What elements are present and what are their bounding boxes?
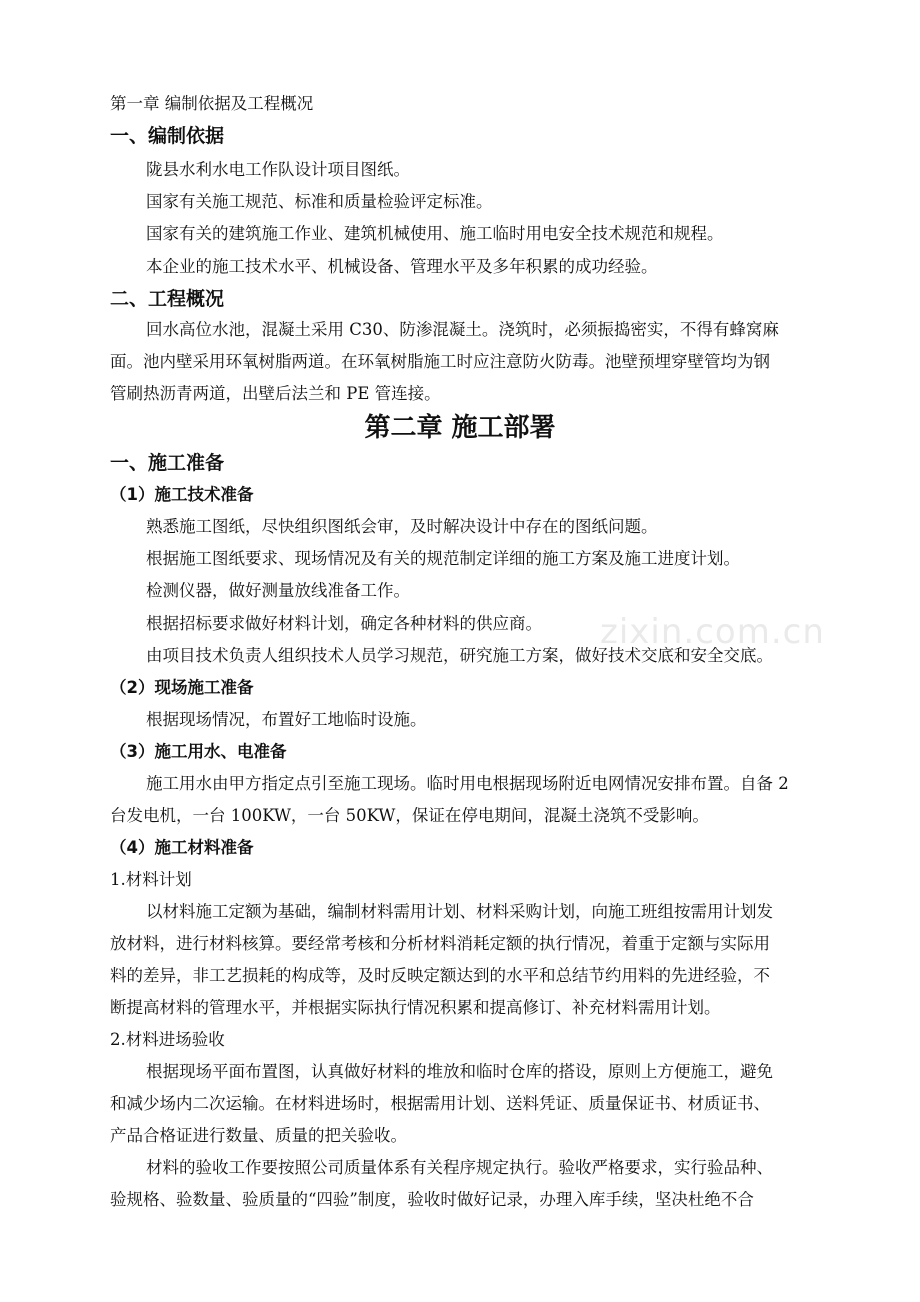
basis-item: 国家有关的建筑施工作业、建筑机械使用、施工临时用电安全技术规范和规程。 [146, 224, 724, 243]
subsection-heading-water-power: （3）施工用水、电准备 [110, 742, 287, 761]
material-plan-title: 1.材料计划 [110, 870, 192, 889]
section-heading-basis: 一、编制依据 [110, 125, 225, 147]
material-acceptance-line: 和减少场内二次运输。在材料进场时，根据需用计划、送料凭证、质量保证书、材质证书、 [110, 1094, 770, 1113]
water-power-line: 施工用水由甲方指定点引至施工现场。临时用电根据现场附近电网情况安排布置。自备 2 [146, 774, 789, 793]
material-plan-line: 以材料施工定额为基础，编制材料需用计划、材料采购计划，向施工班组按需用计划发 [146, 902, 773, 921]
tech-item: 根据招标要求做好材料计划，确定各种材料的供应商。 [146, 614, 542, 633]
chapter2-title: 第二章 施工部署 [364, 413, 556, 443]
material-acceptance-line: 材料的验收工作要按照公司质量体系有关程序规定执行。验收严格要求，实行验品种、 [146, 1158, 773, 1177]
material-acceptance-title: 2.材料进场验收 [110, 1030, 225, 1049]
tech-item: 熟悉施工图纸，尽快组织图纸会审，及时解决设计中存在的图纸问题。 [146, 517, 658, 536]
subsection-heading-tech: （1）施工技术准备 [110, 485, 254, 504]
material-plan-line: 断提高材料的管理水平，并根据实际执行情况积累和提高修订、补充材料需用计划。 [110, 998, 721, 1017]
subsection-heading-materials: （4）施工材料准备 [110, 838, 254, 857]
overview-line: 管刷热沥青两道，出壁后法兰和 PE 管连接。 [110, 384, 441, 403]
material-acceptance-line: 验规格、验数量、验质量的“四验”制度，验收时做好记录，办理入库手续，坚决杜绝不合 [110, 1190, 754, 1209]
subsection-heading-site: （2）现场施工准备 [110, 678, 254, 697]
material-acceptance-line: 根据现场平面布置图，认真做好材料的堆放和临时仓库的搭设，原则上方便施工，避免 [146, 1062, 773, 1081]
section-heading-overview: 二、工程概况 [110, 288, 225, 310]
overview-line: 回水高位水池，混凝土采用 C30、防渗混凝土。浇筑时，必须振捣密实，不得有蜂窝麻 [146, 320, 779, 339]
material-plan-line: 放材料，进行材料核算。要经常考核和分析材料消耗定额的执行情况，着重于定额与实际用 [110, 934, 770, 953]
tech-item: 根据施工图纸要求、现场情况及有关的规范制定详细的施工方案及施工进度计划。 [146, 549, 740, 568]
site-item: 根据现场情况，布置好工地临时设施。 [146, 710, 427, 729]
chapter1-title: 第一章 编制依据及工程概况 [110, 94, 314, 113]
overview-line: 面。池内壁采用环氧树脂两道。在环氧树脂施工时应注意防火防毒。池壁预埋穿壁管均为钢 [110, 352, 770, 371]
section-heading-preparation: 一、施工准备 [110, 452, 225, 474]
watermark: zixin.com.cn [600, 612, 825, 652]
tech-item: 由项目技术负责人组织技术人员学习规范，研究施工方案，做好技术交底和安全交底。 [146, 646, 773, 665]
basis-item: 陇县水利水电工作队设计项目图纸。 [146, 160, 410, 179]
tech-item: 检测仪器，做好测量放线准备工作。 [146, 581, 410, 600]
basis-item: 国家有关施工规范、标准和质量检验评定标准。 [146, 192, 493, 211]
material-acceptance-line: 产品合格证进行数量、质量的把关验收。 [110, 1126, 407, 1145]
basis-item: 本企业的施工技术水平、机械设备、管理水平及多年积累的成功经验。 [146, 257, 658, 276]
material-plan-line: 料的差异，非工艺损耗的构成等，及时反映定额达到的水平和总结节约用料的先进经验，不 [110, 966, 770, 985]
water-power-line: 台发电机，一台 100KW，一台 50KW，保证在停电期间，混凝土浇筑不受影响。 [110, 806, 709, 825]
